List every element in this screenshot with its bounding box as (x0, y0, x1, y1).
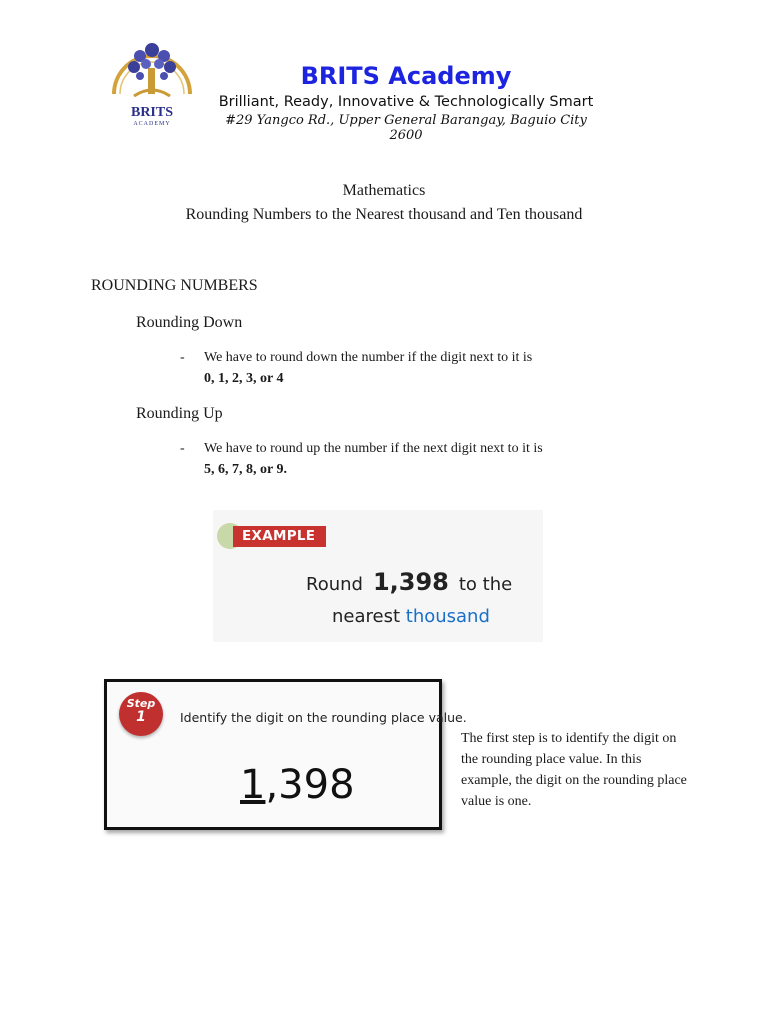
rounding-down-digits: 0, 1, 2, 3, or 4 (204, 371, 284, 386)
step-1-explanation: The first step is to identify the digit on the rounding place value. In this example, the digit on the rounding place value is one. (461, 731, 687, 809)
svg-text:ACADEMY: ACADEMY (133, 121, 171, 127)
rounding-up-heading: Rounding Up (136, 405, 223, 422)
rounding-down-rule: We have to round down the number if the digit next to it is (204, 350, 533, 365)
rounding-up-rule: We have to round up the number if the next digit next to it is (204, 441, 543, 456)
example-round-word: Round (306, 574, 363, 595)
example-nearest-word: nearest (332, 606, 401, 627)
step-1-image (104, 679, 467, 830)
rounding-down-heading: Rounding Down (136, 314, 243, 331)
svg-text:BRITS: BRITS (130, 105, 174, 120)
rounding-up-digits: 5, 6, 7, 8, or 9. (204, 462, 287, 477)
school-name: BRITS Academy (300, 62, 512, 90)
school-address: #29 Yangco Rd., Upper General Barangay, Baguio City 2600 (225, 113, 587, 143)
lesson-title: Rounding Numbers to the Nearest thousand and Ten thousand (185, 206, 583, 223)
step-badge (119, 692, 163, 736)
rounding-down-dash: - (180, 350, 185, 365)
example-line-1 (306, 568, 512, 596)
remaining-digits: ,398 (265, 762, 355, 808)
rounding-digit: 1 (240, 762, 266, 808)
brits-academy-logo (104, 32, 200, 128)
example-to-the: to the (458, 574, 513, 595)
example-badge: EXAMPLE (233, 526, 326, 547)
subject-title: Mathematics (342, 182, 426, 199)
section-heading: ROUNDING NUMBERS (91, 277, 258, 294)
example-line-2 (332, 606, 490, 627)
step-number-label: 1 (136, 709, 146, 725)
school-tagline: Brilliant, Ready, Innovative & Technologically Smart (218, 94, 594, 110)
example-number: 1,398 (372, 568, 449, 596)
rounding-up-dash: - (180, 441, 185, 456)
example-place-value: thousand (405, 606, 490, 627)
example-image (213, 510, 543, 642)
step-instruction: Identify the digit on the rounding place value. (180, 710, 467, 725)
step-word: Step (126, 697, 156, 710)
step-example-number (240, 762, 355, 808)
